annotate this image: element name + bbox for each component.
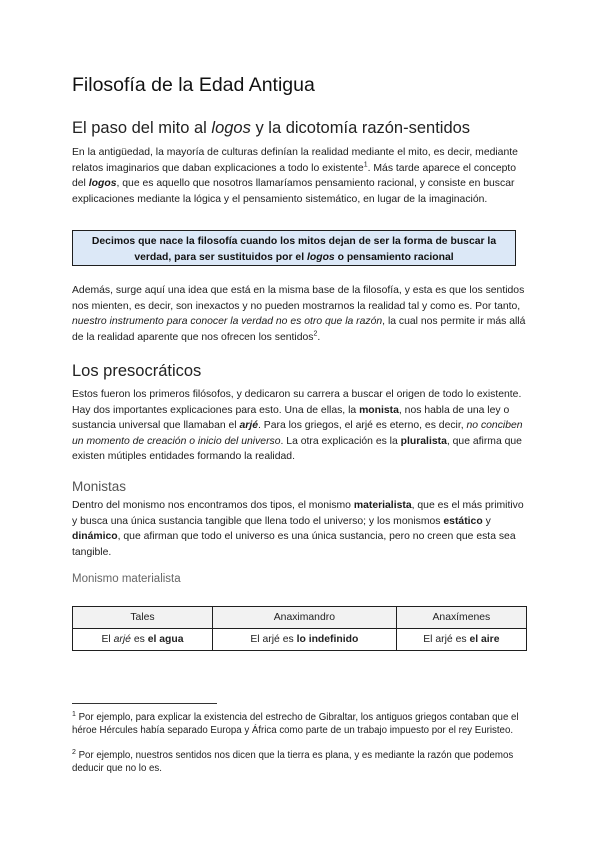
text-run: y [482,515,491,527]
table-header-cell: Tales [73,607,213,629]
term-pluralista: pluralista [400,435,447,447]
heading-em-logos: logos [211,119,251,137]
cell-em: arjé [113,634,131,645]
footnote-number: 2 [72,748,76,756]
callout-text-end: o pensamiento racional [334,251,454,263]
cell-bold: lo indefinido [296,634,359,645]
footnote-text: Por ejemplo, nuestros sentidos nos dicen que la tierra es plana, y es mediante la razón que podemos deducir que no lo es. [72,750,514,774]
italic-statement: nuestro instrumento para conocer la verdad no es otro que la razón [72,316,383,328]
footnote-text: Por ejemplo, para explicar la existencia del estrecho de Gibraltar, los antiguos griegos contaban que el héroe Hércules había separado Europa y África como parte de un trabajo impuesto por el rey Euristeo. [72,712,519,736]
table-cell-anaximandro [213,629,397,651]
term-logos: logos [88,178,117,190]
italic-statement: no conciben un momento de creación o inicio del universo [72,420,523,447]
section-heading-mito-logos [72,119,470,138]
cell-text: El [101,634,114,645]
text-run: . Para los griegos, el arjé es eterno, es decir, [258,420,467,432]
term-arje: arjé [239,420,259,432]
footnote-2 [72,750,520,775]
cell-bold: el aire [469,634,500,645]
text-run: , nos habla de una ley o sustancia universal que llamaban el [72,404,510,432]
heading-text: El paso del mito al [72,119,212,137]
text-run: . La otra explicación es la [280,435,401,447]
section-heading-monistas: Monistas [72,479,127,494]
philosophers-table [72,606,527,651]
footnote-ref-1[interactable]: 1 [363,161,368,169]
term-dinamico: dinámico [72,531,118,543]
paragraph-mito [72,145,530,207]
section-heading-presocraticos: Los presocráticos [72,362,202,380]
text-run: . Más tarde aparece el concepto del [72,162,517,190]
cell-text: El arjé es [250,634,297,645]
text-run: . [317,331,321,343]
paragraph-monistas [72,498,530,560]
callout-text: Decimos que nace la filosofía cuando los mitos dejan de ser la forma de buscar la verdad, para ser sustituidos por el [91,236,497,263]
heading-text-end: y la dicotomía razón-sentidos [250,119,471,137]
table-row [73,629,527,651]
text-run: Además, surge aquí una idea que está en la misma base de la filosofía, y esta es que los sentidos nos mienten, es decir, son inexactos y no pueden mostrarnos la realidad tal y como es. Por tanto, [72,285,525,312]
footnote-number: 1 [72,710,76,718]
table-cell-anaximenes [396,629,526,651]
table-header-cell: Anaximandro [213,607,397,629]
cell-text: El arjé es [423,634,470,645]
text-run: En la antigüedad, la mayoría de culturas definían la realidad mediante el mito, es decir, mediante relatos imaginarios que daban explicaciones a todo lo existente [72,147,518,174]
highlight-callout-box [72,230,516,266]
table-header-cell: Anaxímenes [396,607,526,629]
text-run: , que es aquello que nosotros llamaríamos pensamiento racional, y consiste en buscar explicaciones mediante la lógica y el pensamiento sistemático, en lugar de la imaginación. [72,178,515,205]
section-heading-monismo-materialista: Monismo materialista [72,573,181,585]
paragraph-presocraticos [72,387,530,465]
footnote-1 [72,712,520,737]
text-run: Dentro del monismo nos encontramos dos tipos, el monismo [72,500,354,511]
table-cell-tales [73,629,213,651]
text-run: , que afirma que existen mútiples entidades formando la realidad. [72,435,522,463]
footnote-divider [72,703,217,704]
text-run: , que afirman que todo el universo es una única sustancia, pero no creen que esta sea tangible. [72,531,516,558]
callout-em-logos: logos [306,251,335,263]
paragraph-sentidos [72,283,530,345]
cell-text: es [130,634,148,645]
text-run: , que es el más primitivo y busca una única sustancia tangible que llena todo el universo; y los monismos [72,500,524,527]
text-run: Estos fueron los primeros filósofos, y dedicaron su carrera a buscar el origen de todo lo existente. Hay dos importantes explicaciones para esto. Una de ellas, la [72,389,522,416]
table-header-row [73,607,527,629]
term-materialista: materialista [353,500,412,511]
cell-bold: el agua [147,634,184,645]
footnote-ref-2[interactable]: 2 [313,330,318,338]
term-estatico: estático [443,515,483,527]
term-monista: monista [359,404,399,416]
text-run: , la cual nos permite ir más allá de la realidad aparente que nos ofrecen los sentidos [72,316,526,343]
document-title: Filosofía de la Edad Antigua [72,74,315,96]
